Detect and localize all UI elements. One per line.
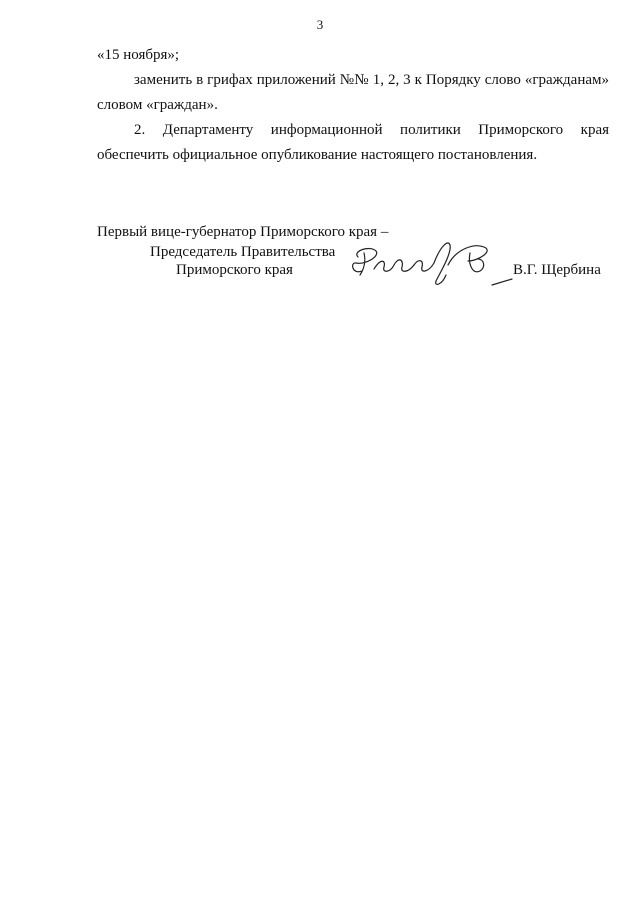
document-body — [97, 43, 609, 168]
body-paragraph-publication: 2. Департаменту информационной политики Приморского края обеспечить официальное опубликование настоящего постановления. — [97, 122, 609, 163]
signatory-name: В.Г. Щербина — [513, 262, 601, 278]
handwritten-signature-icon — [344, 235, 514, 295]
signatory-title-line1: Первый вице-губернатор Приморского края – — [97, 224, 389, 240]
signatory-title-line3: Приморского края — [176, 262, 293, 278]
signatory-title-line2: Председатель Правительства — [150, 244, 336, 260]
body-paragraph-replace: заменить в грифах приложений №№ 1, 2, 3 к Порядку слово «гражданам» словом «граждан». — [97, 72, 609, 113]
page-number: 3 — [316, 17, 324, 32]
body-line-date: «15 ноября»; — [97, 47, 180, 63]
